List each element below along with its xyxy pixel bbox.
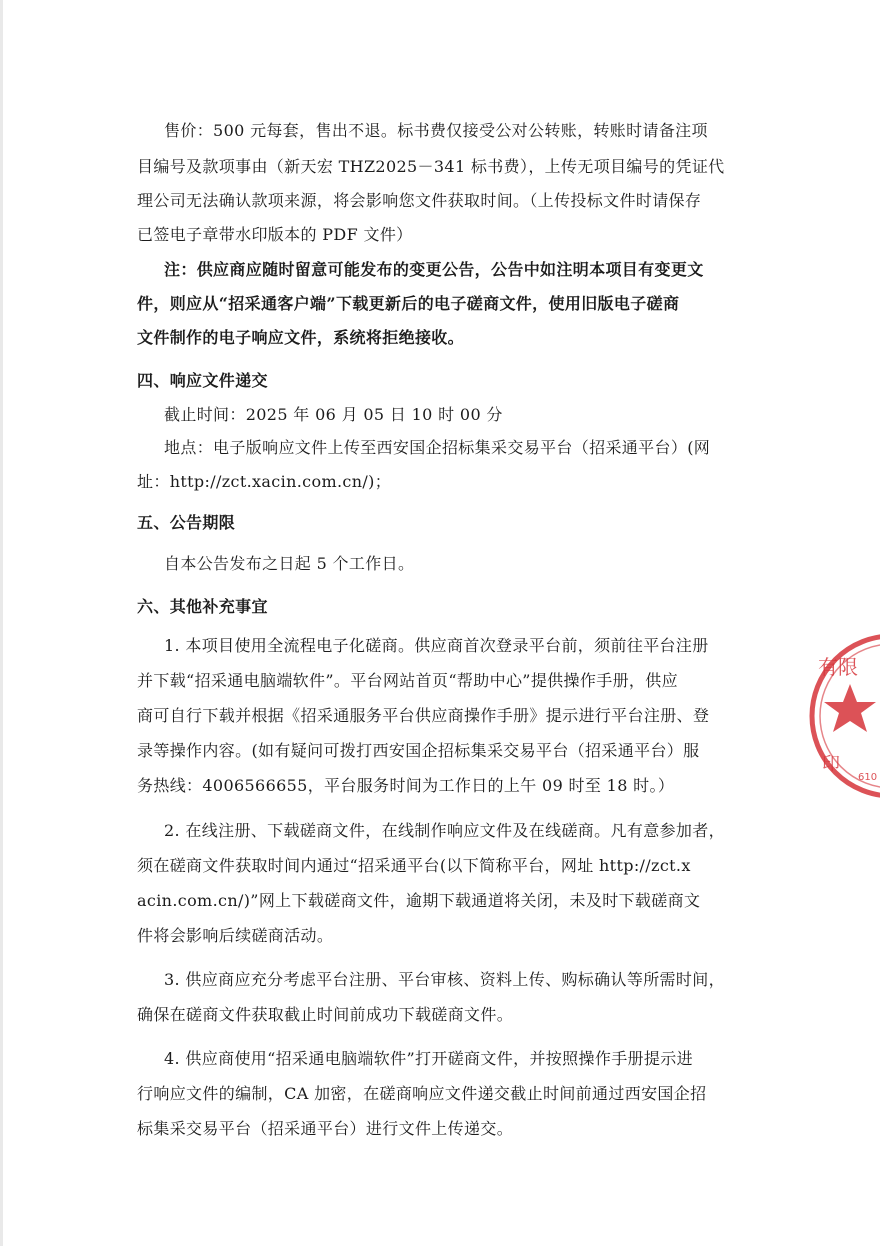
location-line-1: 地点：电子版响应文件上传至西安国企招标集采交易平台（招采通平台）(网: [164, 438, 711, 457]
deadline-text: 截止时间：2025 年 06 月 05 日 10 时 00 分: [164, 405, 503, 424]
item-1-line-4: 录等操作内容。(如有疑问可拨打西安国企招标集采交易平台（招采通平台）服: [137, 741, 700, 760]
item-1-line-1: 1. 本项目使用全流程电子化磋商。供应商首次登录平台前，须前往平台注册: [164, 636, 709, 655]
section-4-heading: 四、响应文件递交: [137, 371, 268, 390]
location-line-2: 址：http://zct.xacin.com.cn/)；: [137, 472, 392, 491]
period-text: 自本公告发布之日起 5 个工作日。: [164, 554, 415, 573]
item-1-line-5: 务热线：4006566655，平台服务时间为工作日的上午 09 时至 18 时。）: [137, 776, 675, 795]
seal-star-icon: [824, 684, 876, 732]
item-1-line-3: 商可自行下载并根据《招采通服务平台供应商操作手册》提示进行平台注册、登: [137, 706, 710, 725]
item-2-line-2: 须在磋商文件获取时间内通过“招采通平台(以下简称平台，网址 http://zct.x: [137, 856, 691, 875]
seal-text-bottom: 印: [822, 754, 840, 775]
item-3-line-2: 确保在磋商文件获取截止时间前成功下载磋商文件。: [137, 1005, 514, 1024]
note-line-1: 注：供应商应随时留意可能发布的变更公告，公告中如注明本项目有变更文: [164, 260, 704, 279]
item-2-line-3: acin.com.cn/)”网上下载磋商文件，逾期下载通道将关闭，未及时下载磋商文: [137, 891, 701, 910]
scan-edge: [0, 0, 3, 1246]
item-2-line-4: 件将会影响后续磋商活动。: [137, 926, 334, 945]
price-line-3: 理公司无法确认款项来源，将会影响您文件获取时间。（上传投标文件时请保存: [137, 191, 702, 210]
note-line-3: 文件制作的电子响应文件，系统将拒绝接收。: [137, 328, 465, 347]
seal-text-top: 有限: [818, 655, 858, 679]
note-line-2: 件，则应从“招采通客户端”下载更新后的电子磋商文件，使用旧版电子磋商: [137, 294, 680, 313]
company-seal: [808, 630, 880, 802]
item-3-line-1: 3. 供应商应充分考虑平台注册、平台审核、资料上传、购标确认等所需时间，: [164, 970, 725, 989]
item-4-line-3: 标集采交易平台（招采通平台）进行文件上传递交。: [137, 1119, 514, 1138]
seal-code: 610: [858, 772, 878, 783]
section-5-heading: 五、公告期限: [137, 513, 236, 532]
price-line-2: 目编号及款项事由（新天宏 THZ2025－341 标书费），上传无项目编号的凭证代: [137, 157, 725, 176]
item-2-line-1: 2. 在线注册、下载磋商文件，在线制作响应文件及在线磋商。凡有意参加者，: [164, 821, 725, 840]
item-1-line-2: 并下载“招采通电脑端软件”。平台网站首页“帮助中心”提供操作手册，供应: [137, 671, 678, 690]
item-4-line-2: 行响应文件的编制，CA 加密，在磋商响应文件递交截止时间前通过西安国企招: [137, 1084, 707, 1103]
section-6-heading: 六、其他补充事宜: [137, 597, 268, 616]
price-line-1: 售价：500 元每套，售出不退。标书费仅接受公对公转账，转账时请备注项: [164, 121, 708, 140]
price-line-4: 已签电子章带水印版本的 PDF 文件）: [137, 225, 413, 244]
item-4-line-1: 4. 供应商使用“招采通电脑端软件”打开磋商文件，并按照操作手册提示进: [164, 1049, 693, 1068]
